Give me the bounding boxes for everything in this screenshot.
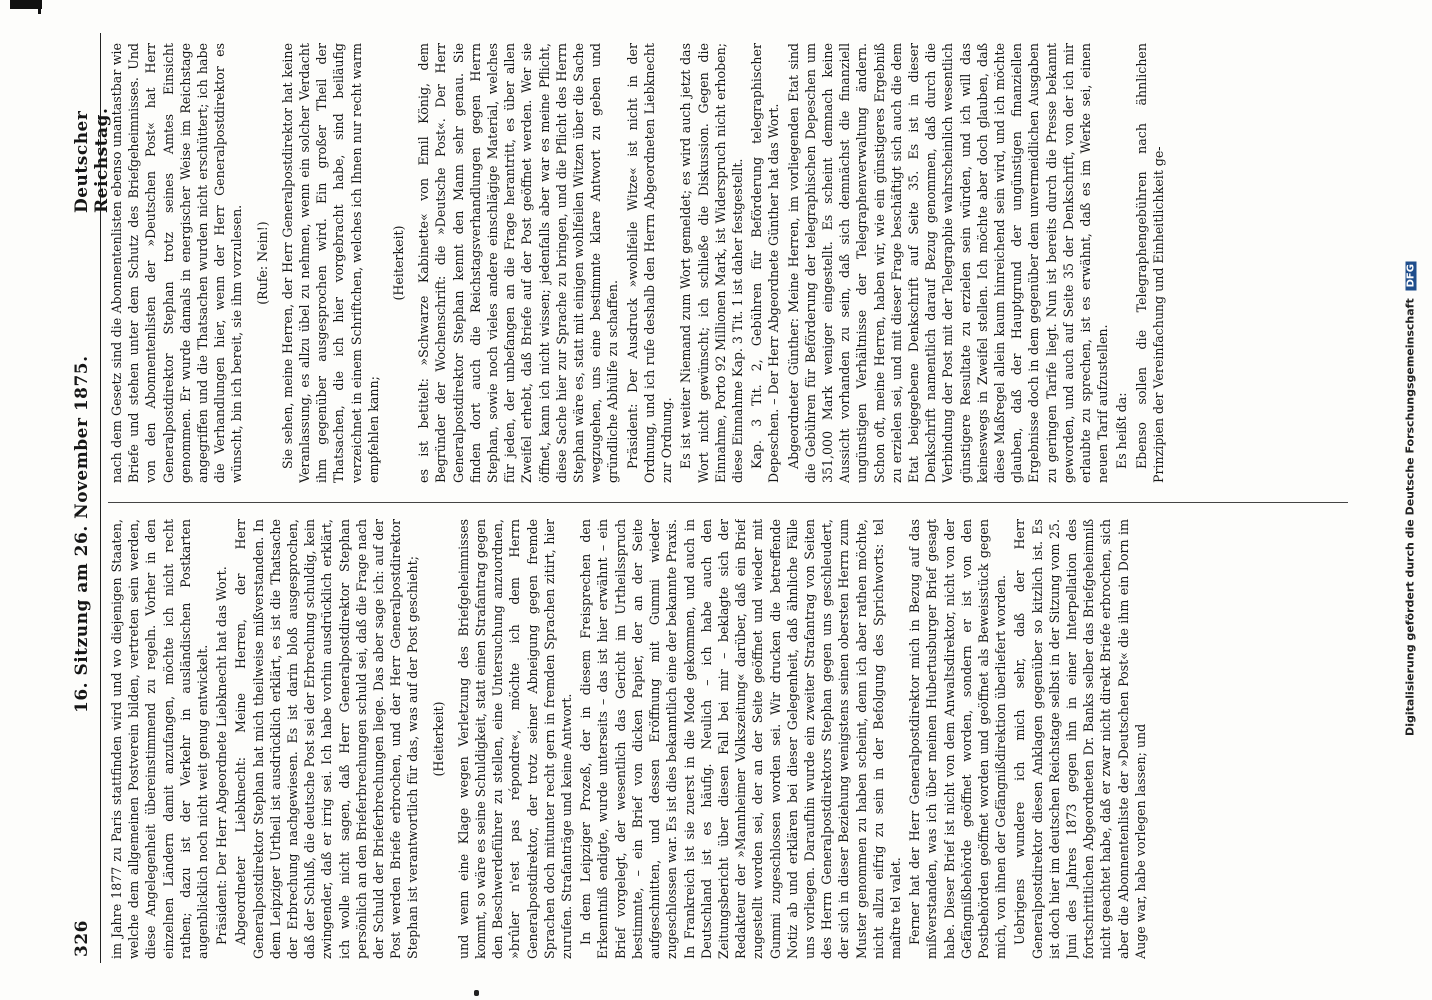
dfg-logo: DFG [1406, 261, 1417, 290]
paragraph: Es heißt da: [1114, 392, 1130, 469]
paragraph: Es ist weiter Niemand zum Wort gemeldet; es wird auch jetzt das Wort nicht gewünscht; ich schließe die Diskussion. Gegen die Einnahme, Porto 92 Millionen Mark, ist Widerspruch nicht erhoben; diese Einnahme Kap. 3 Tit. 1 ist daher festgestellt. [678, 43, 745, 483]
digitization-credit [1404, 49, 1417, 949]
paragraph: nach dem Gesetz sind die Abonnentenlisten ebenso unantastbar wie Briefe und stehen unter dem Schutz des Briefgeheimnisses. Und von den Abonnentenlisten der »Deutschen Post« hat Herr Generalpostdirektor Stephan trotz seines Amtes Einsicht genommen. Er wurde damals in energischer Weise im Reichstage angegriffen und die Thatsachen wurden nicht erschüttert; ich habe die Verhandlungen hier, wenn der Herr Generalpostdirektor es wünscht, bin ich bereit, sie ihm vorzulesen. [109, 43, 245, 483]
digitization-sidebar [1392, 30, 1428, 970]
paragraph: Uebrigens wundere ich mich sehr, daß der Herr Generalpostdirektor diesen Anklagen gegenüber so kitzlich ist. Es ist doch hier im deutschen Reichstage selbst in der Sitzung vom 25. Juni des Jahres 1873 gegen ihn in einer Interpellation des fortschrittlichen Abgeordneten Dr. Banks selber das Briefgeheimniß nicht geachtet habe, daß er zwar nicht direkt Briefe erbrochen, sich aber die Abonnentenliste der »Deutschen Post« die ihm ein Dorn im Auge war, habe vorlegen lassen; und [1012, 519, 1148, 959]
interjection: (Heiterkeit) [430, 701, 446, 777]
page-header [66, 33, 112, 963]
session-heading: 16. Sitzung am 26. November 1875. [72, 355, 92, 713]
paragraph: Kap. 3 Tit. 2, Gebühren für Beförderung telegraphischer Depeschen. – Der Herr Abgeordnete Günther hat das Wort. [749, 43, 782, 483]
publication-title: Deutscher Reichstag. [72, 107, 112, 213]
paragraph: Sie sehen, meine Herren, der Herr Generalpostdirektor hat keine Veranlassung, es allzu übel zu nehmen, wenn ein solcher Verdacht ihm gegenüber ausgesprochen wird. Ein großer Theil der Thatsachen, die ich hier vorgebracht habe, sind beiläufig verzeichnet in einem Schriftchen, welches ich Ihnen nur recht warm empfehlen kann; [279, 43, 381, 483]
paragraph: Ebenso sollen die Telegraphengebühren nach ähnlichen Prinzipien der Vereinfachung und Einheitlichkeit ge- [1133, 43, 1166, 483]
rotated-document-page [66, 33, 1366, 963]
right-text-column [108, 43, 1358, 483]
paragraph: Ferner hat der Herr Generalpostdirektor mich in Bezug auf das mißverstanden, was ich über meinen Hubertusburger Brief gesagt habe. Dieser Brief ist nicht von dem Anwaltsdirektor, nicht von der Gefängnißbehörde geöffnet worden, sondern er ist von den Postbehörden geöffnet worden und geöffnet als Beweisstück gegen mich, von ihnen der Gefängnißdirektion überliefert worden. [907, 519, 1009, 959]
page-number: 326 [72, 920, 92, 957]
left-text-column [108, 519, 1358, 959]
speech-guenther: Abgeordneter Günther: Meine Herren, im vorliegenden Etat sind die Gebühren für Beförderung der telegraphischen Depeschen um 351,000 Mark weniger eingestellt. Es scheint demnach keine Aussicht vorhanden zu sein, daß sich demnächst die finanziell ungünstigen Verhältnisse der Telegraphenverwaltung ändern. Schon oft, meine Herren, haben wir, wie ein günstigeres Ergebniß zu erzielen sei, und mit dieser Frage beschäftigt sich auch die dem Etat beigegebene Denkschrift auf Seite 35. Es ist in dieser Denkschrift namentlich darauf Bezug genommen, daß durch die Verbindung der Post mit der Telegraphie wahrscheinlich wesentlich günstigere Resultate zu erzielen sein würden, und ich will das keineswegs in Zweifel stellen. Ich möchte aber doch glauben, daß diese Maßregel allein kaum hinreichend sein wird, und ich möchte glauben, daß der Hauptgrund der ungünstigen finanziellen Ergebnisse doch in dem gegenüber dem unvermeidlichen Ausgaben zu geringen Tarife liegt. Nun ist bereits durch die Presse bekannt geworden, und auch auf Seite 35 der Denkschrift, von der ich mir erlaubte zu sprechen, ist es erwähnt, daß es im Werke sei, einen neuen Tarif aufzustellen. [785, 43, 1111, 483]
paragraph: und wenn eine Klage wegen Verletzung des Briefgeheimnisses kommt, so wäre es seine Schuldigkeit, statt einen Strafantrag gegen den Beschwerdeführer zu stellen, eine Untersuchung anzuordnen, »brûler n'est pas répondre«, möchte ich dem Herrn Generalpostdirektor, der trotz seiner Abneigung gegen fremde Sprachen doch mitunter recht gern in fremden Sprachen zitirt, hier zurufen. Strafanträge und keine Antwort. [455, 519, 575, 959]
paragraph: im Jahre 1877 zu Paris stattfinden wird und wo diejenigen Staaten, welche dem allgemeinen Postverein bilden, vertreten sein werden, diese Angelegenheit übereinstimmend zu regeln. Vorher in den einzelnen Ländern damit anzufangen, möchte ich nicht recht rathen; dazu ist der Verkehr in ausländischen Postkarten augenblicklich noch nicht weit genug entwickelt. [109, 519, 211, 959]
digitization-note: Digitalisierung gefördert durch die Deutsche Forschungsgemeinschaft [1403, 298, 1417, 736]
president-remark: Präsident: Der Ausdruck »wohlfeile Witze« ist nicht in der Ordnung, und ich rufe deshalb den Herrn Abgeordneten Liebknecht zur Ordnung. [624, 43, 675, 483]
interjection: (Rufe: Nein!) [254, 221, 270, 305]
paragraph: es ist betitelt: »Schwarze Kabinette« von Emil König, dem Begründer der Wochenschrift: die »Deutsche Post«. Der Herr Generalpostdirektor Stephan kennt den Mann sehr genau. Sie finden dort auch die Reichstagsverhandlungen gegen Herrn Stephan, sowie noch vieles andere einschlägige Material, welches für jeden, der unbefangen an die Frage herantritt, es über allen Zweifel erhebt, daß Briefe auf der Post geöffnet werden. Wer sie öffnet, kann ich nicht wissen; jedenfalls aber war es meine Pflicht, diese Sache hier zur Sprache zu bringen, und die Pflicht des Herrn Stephan wäre es, statt mit einigen wohlfeilen Witzen über die Sache wegzugehen, uns eine bestimmte klare Antwort zu geben und gründliche Abhülfe zu schaffen. [416, 43, 621, 483]
column-divider [108, 502, 1348, 503]
speech-liebknecht: Abgeordneter Liebknecht: Meine Herren, der Herr Generalpostdirektor Stephan hat mich theilweise mißverstanden. In dem Leipziger Urtheil ist ausdrücklich erklärt, es ist die Thatsache der Erbrechung nachgewiesen. Es ist darin bloß ausgesprochen, daß der Schluß, die deutsche Post sei der Erbrechung schuldig, kein zwingender, daß er irrig sei. Ich habe vorhin ausdrücklich erklärt, ich wolle nicht sagen, daß Herr Generalpostdirektor Stephan persönlich an den Brieferbrechungen schuld sei, daß die Frage nach der Schuld der Brieferbrechungen liege. Das aber sage ich: auf der Post werden Briefe erbrochen, und der Herr Generalpostdirektor Stephan ist verantwortlich für das, was auf der Post geschieht; [233, 519, 421, 959]
paragraph: In dem Leipziger Prozeß, der in diesem Freisprechen den Erkenntniß endigte, wurde unterseits – das ist hier erwähnt – ein Brief vorgelegt, der wesentlich das Gericht im Urtheilsspruch bestimmte, – ein Brief von dicken Papier, der an der Seite aufgeschnitten, und dessen Eröffnung mit Gummi wieder zugeschlossen war. Es ist dies bekanntlich eine der bekannte Praxis. In Frankreich ist sie zuerst in die Mode gekommen, und auch in Deutschland ist es häufig. Neulich – ich habe auch den Zeitungsbericht über diesen Fall bei mir – beklagte sich der Redakteur der »Mannheimer Volkszeitung« darüber, daß ein Brief zugestellt worden sei, der an der Seite geöffnet und wieder mit Gummi zugeschlossen worden sei. Wir drucken die betreffende Notiz ab und erklären bei dieser Gelegenheit, daß ähnliche Fälle uns vorliegen. Daraufhin wurde ein zweiter Strafantrag von Seiten des Herrn Generalpostdirektors Stephan gegen uns geschleudert, der sich in dieser Beziehung wenigstens seinen obersten Herrn zum Muster genommen zu haben scheint, denn ich aber rathen möchte, nicht allzu eifrig zu sein in der Befolgung des Sprichworts: tel maître tel valet. [578, 519, 903, 959]
scan-corner-mark-stem [38, 0, 41, 14]
scan-speck [474, 990, 479, 996]
interjection: (Heiterkeit) [391, 225, 407, 301]
president-remark: Präsident: Der Herr Abgeordnete Liebknecht hat das Wort. [214, 566, 230, 945]
